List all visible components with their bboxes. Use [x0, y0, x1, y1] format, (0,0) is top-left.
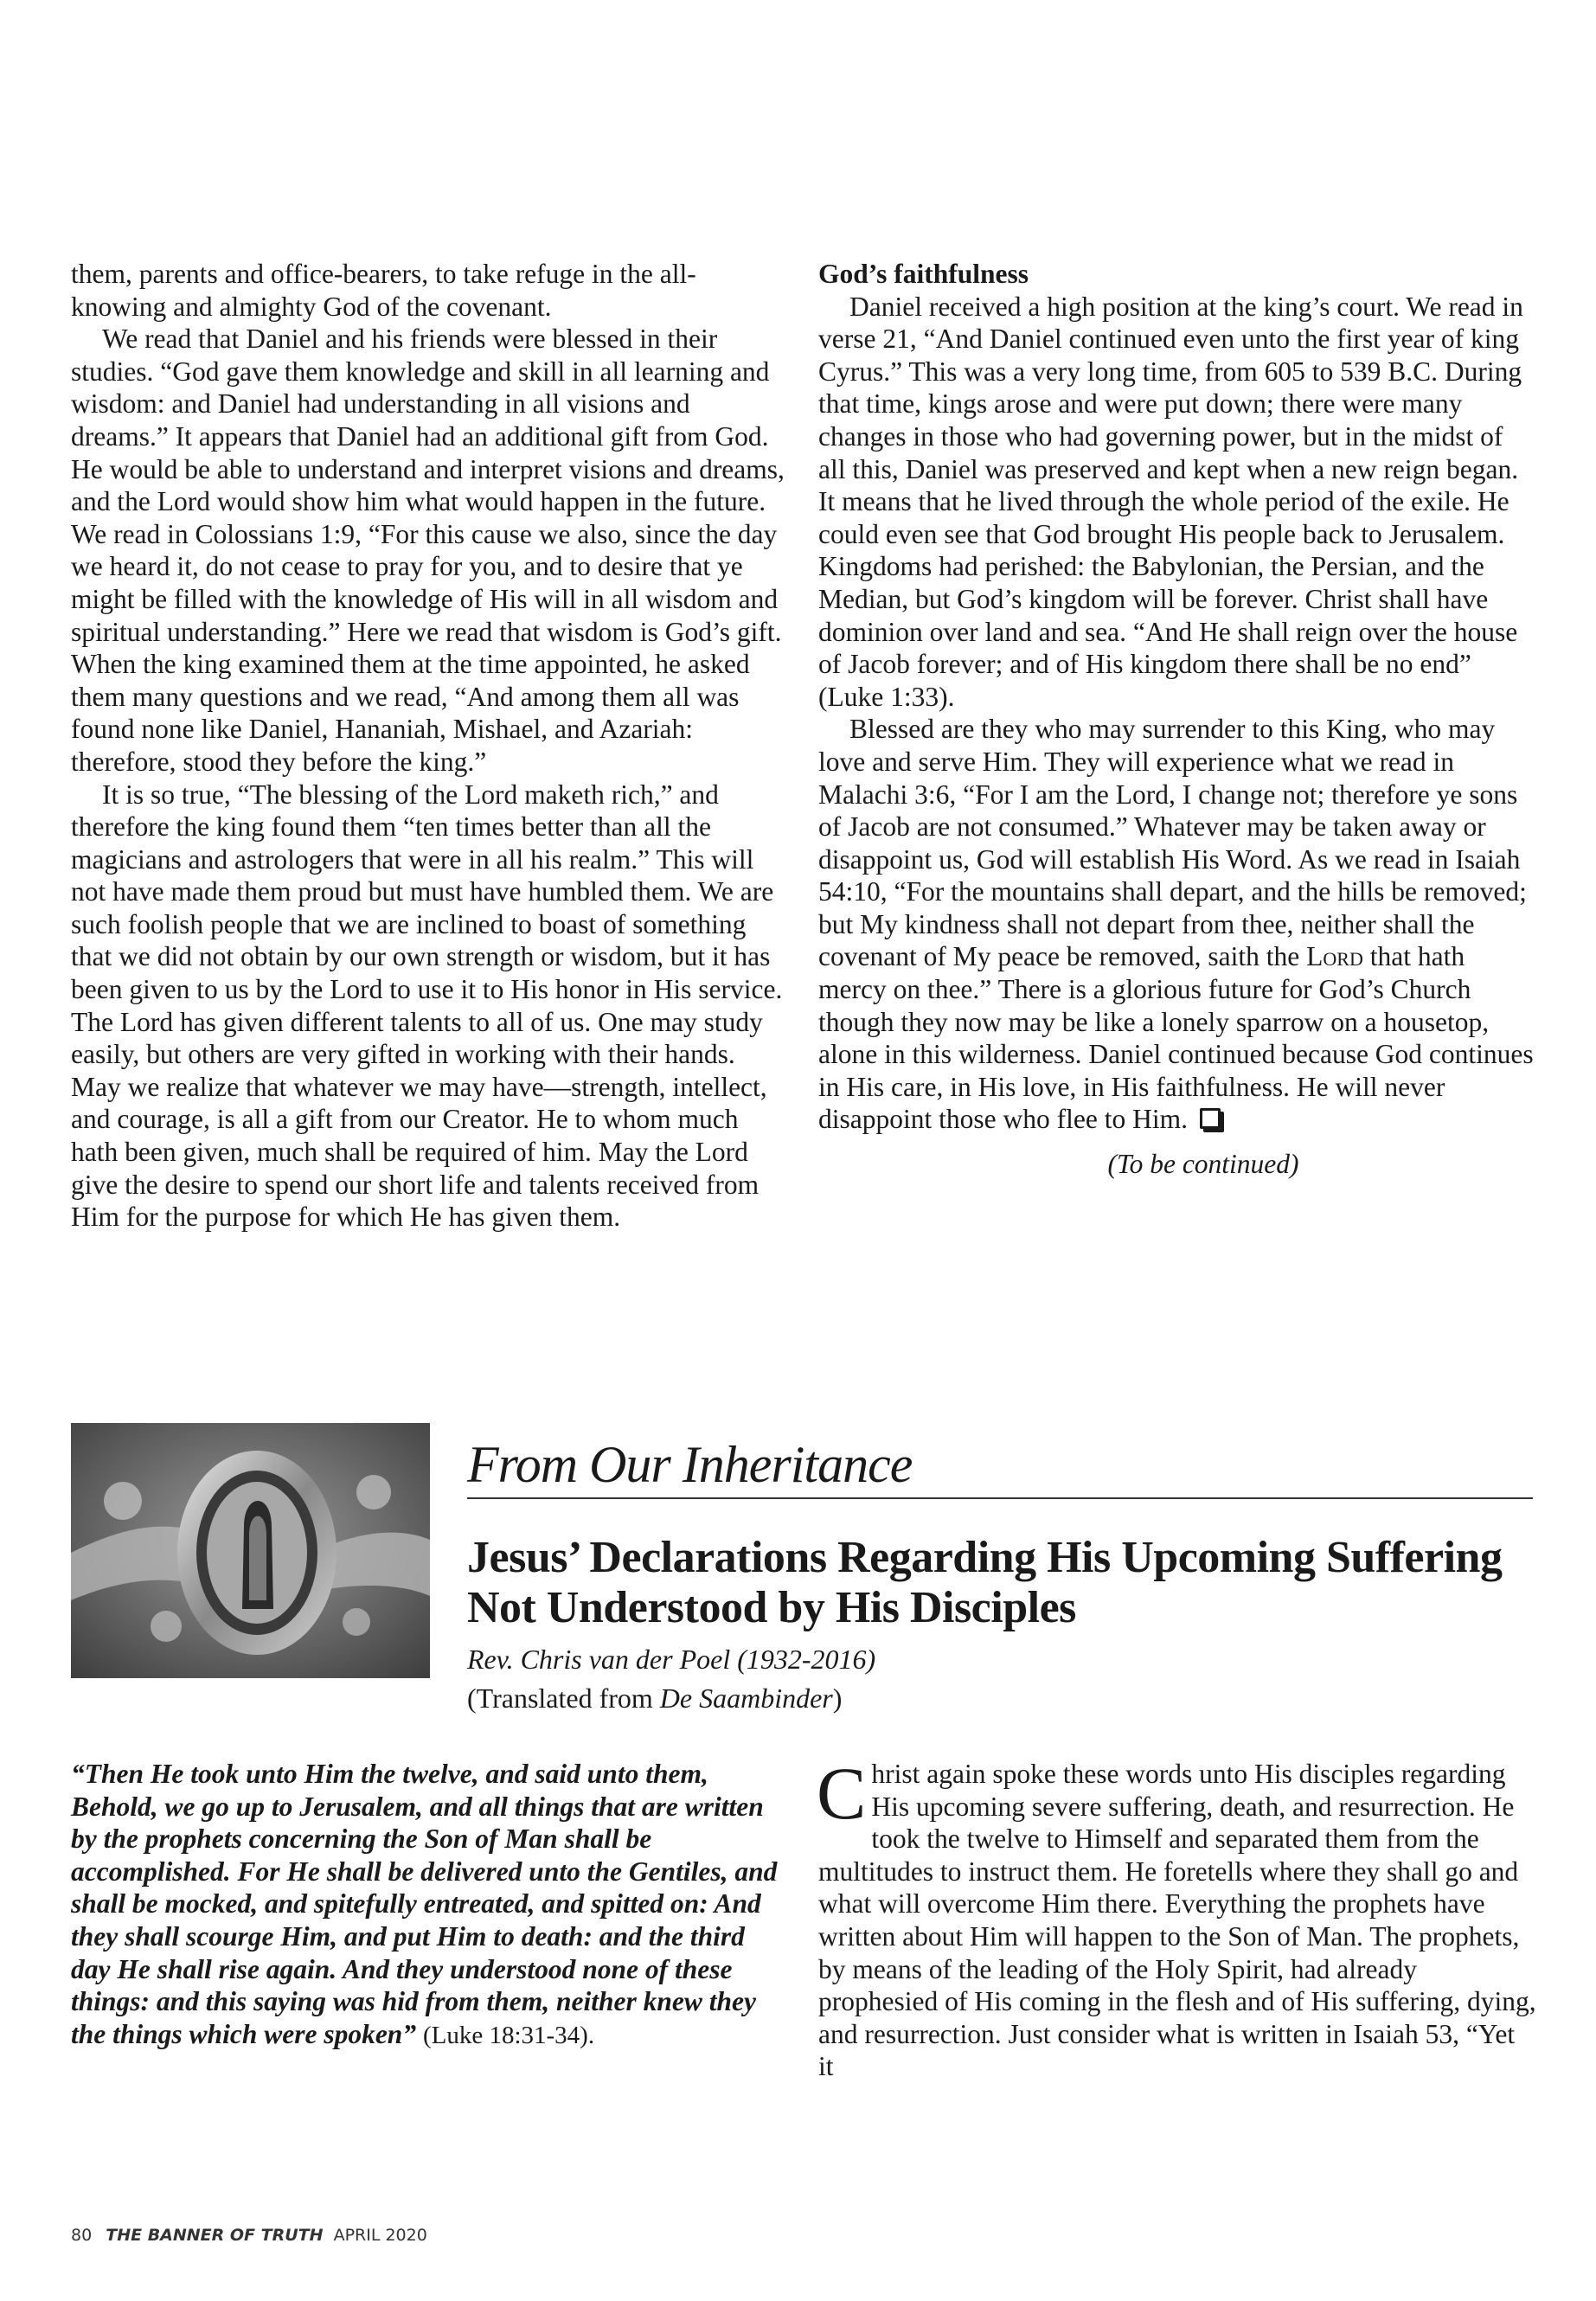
- scripture-quote: [71, 1758, 789, 2052]
- quote-reference: (Luke 18:31-34).: [422, 2021, 595, 2049]
- paragraph: We read that Daniel and his friends were blessed in their studies. “God gave them knowledge and skill in all learning and wisdom: and Daniel had understanding in all visions and dreams.” It appears that Daniel had an additional gift from God. He would be able to understand and interpret visions and dreams, and the Lord would show him what would happen in the future. We read in Colossians 1:9, “For this cause we also, since the day we heard it, do not cease to pray for you, and to desire that ye might be filled with the knowledge of His will in all wisdom and spiritual understanding.” Here we read that wisdom is God’s gift. When the king examined them at the time appointed, he asked them many questions and we read, “And among them all was found none like Daniel, Hananiah, Mishael, and Azariah: therefore, stood they before the king.”: [71, 324, 785, 777]
- paragraph: Daniel received a high position at the king’s court. We read in verse 21, “And Daniel continued even unto the first year of king Cyrus.” This was a very long time, from 605 to 539 B.C. During that time, kings arose and were put down; there were many changes in those who had governing power, but in the midst of all this, Daniel was preserved and kept when a new reign began. It means that he lived through the whole period of the exile. He could even see that God brought His people back to Jerusalem. Kingdoms had perished: the Babylonian, the Persian, and the Median, but God’s kingdom will be forever. Christ shall have dominion over land and sea. “And He shall reign over the house of Jacob forever; and of His kingdom there shall be no end” (Luke 1:33).: [818, 291, 1523, 712]
- translation-note: [467, 1682, 842, 1715]
- end-mark-icon: [1200, 1108, 1221, 1129]
- issue-date: APRIL 2020: [333, 2226, 427, 2245]
- article-author: Rev. Chris van der Poel (1932-2016): [467, 1644, 876, 1675]
- translation-suffix: ): [832, 1682, 843, 1714]
- article-body-column: [817, 1752, 1536, 2083]
- section-heading: God’s faithfulness: [818, 259, 1029, 289]
- section-title: From Our Inheritance: [467, 1436, 913, 1493]
- publication-name: THE BANNER OF TRUTH: [106, 2226, 324, 2245]
- quote-text: “Then He took unto Him the twelve, and said unto them, Behold, we go up to Jerusalem, and all things that are written by the prophets concerning the Son of Man shall be accomplished. For He shall be delivered unto the Gentiles, and shall be mocked, and spitefully entreated, and spitted on: And they shall scourge Him, and put Him to death: and the third day He shall rise again. And they understood none of these things: and this saying was hid from them, neither knew they the things which were spoken”: [71, 1759, 778, 2049]
- top-left-column: [71, 258, 789, 1234]
- section-divider: [467, 1497, 1533, 1499]
- page-number: 80: [71, 2226, 93, 2245]
- scripture-quote-column: [71, 1758, 789, 2052]
- translation-source: De Saambinder: [659, 1682, 833, 1714]
- drop-cap: C: [817, 1752, 867, 1835]
- paragraph-text: hrist again spoke these words unto His disciples regarding His upcoming severe suffering, death, and resurrection. He took the twelve to Himself and separated them from the multitudes to instruct them. He foretells where they shall go and what will overcome Him there. Everything the prophets have written about Him will happen to the Son of Man. The prophets, by means of the leading of the Holy Spirit, had already prophesied of His coming in the flesh and of His suffering, dying, and resurrection. Just consider what is written in Isaiah 53, “Yet it: [818, 1759, 1536, 2082]
- top-right-column: [818, 258, 1536, 1181]
- paragraph: It is so true, “The blessing of the Lord maketh rich,” and therefore the king found them “ten times better than all the magicians and astrologers that were in all his realm.” This will not have made them proud but must have humbled them. We are such foolish people that we are inclined to boast of something that we did not obtain by our own strength or wisdom, but it has been given to us by the Lord to use it to His honor in His service. The Lord has given different talents to all of us. One may study easily, but others are very gifted in working with their hands. May we realize that whatever we may have—strength, intellect, and courage, is all a gift from our Creator. He to whom much hath been given, much shall be required of him. May the Lord give the desire to spend our short life and talents received from Him for the purpose for which He has given them.: [71, 779, 783, 1233]
- page-footer: [71, 2226, 427, 2245]
- ring-photo-icon: [71, 1423, 430, 1678]
- paragraph-text: that hath mercy on thee.” There is a glorious future for God’s Church though they now may be like a lonely sparrow on a housetop, alone in this wilderness. Daniel continued because God continues in His care, in His love, in His faithfulness. He will never disappoint those who flee to Him.: [818, 941, 1534, 1135]
- lord-small-caps: Lord: [1306, 941, 1363, 972]
- paragraph: [817, 1752, 1536, 2083]
- continued-note: (To be continued): [1107, 1149, 1299, 1180]
- paragraph-text: Blessed are they who may surrender to this King, who may love and serve Him. They will experience what we read in Malachi 3:6, “For I am the Lord, I change not; therefore ye sons of Jacob are not consumed.” Whatever may be taken away or disappoint us, God will establish His Word. As we read in Isaiah 54:10, “For the mountains shall depart, and the hills be removed; but My kindness shall not depart from thee, neither shall the covenant of My peace be removed, saith the: [818, 714, 1527, 972]
- translation-prefix: (Translated from: [467, 1682, 660, 1714]
- paragraph: [818, 713, 1536, 1136]
- article-title: Jesus’ Declarations Regarding His Upcoming Suffering Not Understood by His Disciples: [467, 1533, 1503, 1632]
- paragraph: them, parents and office-bearers, to take refuge in the all-knowing and almighty God of the covenant.: [71, 259, 696, 322]
